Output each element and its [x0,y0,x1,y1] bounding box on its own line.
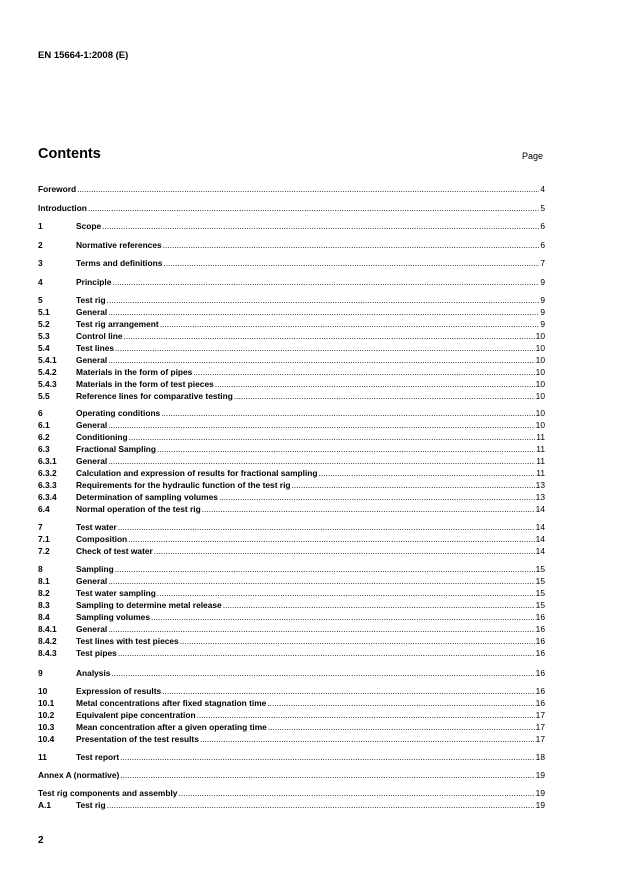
toc-number: 8.4.2 [38,636,57,646]
toc-number: 8.4.3 [38,648,57,658]
toc-label: General [76,576,108,586]
toc-number: 10.4 [38,734,55,744]
toc-entry[interactable] [38,468,545,478]
toc-label: Test water sampling [76,588,156,598]
toc-page: 19 [535,770,545,780]
toc-page: 10 [535,355,545,365]
toc-page: 9 [540,295,545,305]
toc-page: 16 [535,636,545,646]
toc-leader [120,752,535,762]
toc-page: 16 [535,668,545,678]
toc-entry[interactable] [38,788,545,798]
document-header: EN 15664-1:2008 (E) [38,50,129,61]
toc-number: 5.4.2 [38,367,57,377]
toc-leader [154,546,535,556]
toc-page: 13 [535,480,545,490]
toc-entry[interactable] [38,722,545,732]
toc-label: Operating conditions [76,408,161,418]
toc-leader [77,184,539,194]
toc-number: 8.3 [38,600,50,610]
toc-label: Composition [76,534,128,544]
toc-page: 14 [535,546,545,556]
toc-leader [178,788,534,798]
toc-page: 13 [535,492,545,502]
toc-leader [292,480,535,490]
toc-number: 10.3 [38,722,55,732]
toc-number: 9 [38,668,43,678]
toc-number: 8.2 [38,588,50,598]
toc-number: 8.4 [38,612,50,622]
toc-entry[interactable] [38,319,545,329]
toc-entry[interactable] [38,456,545,466]
toc-number: 10.1 [38,698,55,708]
toc-leader [163,240,540,250]
toc-leader [162,686,534,696]
toc-leader [160,319,540,329]
toc-entry[interactable] [38,600,545,610]
toc-entry[interactable] [38,710,545,720]
toc-number: 6.2 [38,432,50,442]
toc-label: General [76,624,108,634]
toc-entry[interactable] [38,355,545,365]
toc-page: 9 [540,277,545,287]
toc-page: 10 [535,408,545,418]
toc-page: 14 [535,534,545,544]
toc-page: 16 [535,612,545,622]
toc-leader [197,710,535,720]
toc-page: 14 [535,504,545,514]
toc-entry[interactable] [38,307,545,317]
toc-label: Requirements for the hydraulic function of the test rig [76,480,291,490]
toc-leader [120,770,534,780]
toc-page: 16 [535,624,545,634]
toc-entry[interactable] [38,432,545,442]
toc-page: 15 [535,576,545,586]
toc-page: 15 [535,588,545,598]
toc-entry[interactable] [38,668,545,678]
toc-number: 5 [38,295,43,305]
toc-page: 15 [535,564,545,574]
toc-leader [215,379,535,389]
toc-page: 15 [535,600,545,610]
toc-number: 5.5 [38,391,50,401]
toc-page: 17 [535,710,545,720]
toc-entry[interactable] [38,752,545,762]
toc-entry[interactable] [38,648,545,658]
toc-entry[interactable] [38,408,545,418]
toc-entry[interactable] [38,492,545,502]
toc-entry[interactable] [38,800,545,810]
toc-entry[interactable] [38,522,545,532]
toc-page: 10 [535,343,545,353]
toc-page: 10 [535,367,545,377]
toc-label: Calculation and expression of results for fractional sampling [76,468,318,478]
toc-entry[interactable] [38,258,545,268]
toc-leader [108,355,534,365]
toc-leader [128,534,534,544]
toc-leader [111,668,534,678]
toc-entry[interactable] [38,295,545,305]
toc-label: Analysis [76,668,111,678]
toc-page: 11 [536,444,545,454]
toc-leader [118,522,535,532]
toc-label: Introduction [38,203,87,213]
toc-leader [234,391,535,401]
page-number: 2 [38,835,44,846]
toc-label: Materials in the form of test pieces [76,379,214,389]
toc-entry[interactable] [38,184,545,194]
toc-leader [108,624,534,634]
toc-label: Test rig [76,800,106,810]
toc-leader [193,367,534,377]
toc-label: Check of test water [76,546,153,556]
toc-number: 5.2 [38,319,50,329]
toc-page: 10 [535,420,545,430]
toc-entry[interactable] [38,240,545,250]
toc-entry[interactable] [38,686,545,696]
toc-page: 18 [535,752,545,762]
toc-page: 10 [535,391,545,401]
toc-number: 6.1 [38,420,50,430]
toc-label: Metal concentrations after fixed stagnation time [76,698,267,708]
toc-page: 6 [540,221,545,231]
page-title: Contents [38,146,101,162]
toc-label: Sampling volumes [76,612,150,622]
toc-number: 8.4.1 [38,624,57,634]
toc-entry[interactable] [38,546,545,556]
toc-entry[interactable] [38,576,545,586]
toc-label: Foreword [38,184,77,194]
toc-page: 4 [540,184,545,194]
toc-label: Test rig [76,295,106,305]
toc-label: Test report [76,752,120,762]
toc-number: 5.4.3 [38,379,57,389]
toc-entry[interactable] [38,331,545,341]
toc-leader [102,221,539,231]
toc-number: 8.1 [38,576,50,586]
toc-page: 10 [535,379,545,389]
toc-label: Test rig arrangement [76,319,159,329]
toc-label: General [76,355,108,365]
toc-label: Sampling to determine metal release [76,600,222,610]
toc-leader [112,277,539,287]
toc-number: 6.3.4 [38,492,57,502]
toc-leader [124,331,535,341]
toc-number: 11 [38,752,47,762]
toc-number: 1 [38,221,43,231]
toc-number: 2 [38,240,43,250]
toc-leader [151,612,535,622]
toc-entry[interactable] [38,588,545,598]
toc-label: Test lines with test pieces [76,636,179,646]
toc-page: 6 [540,240,545,250]
toc-label: Test pipes [76,648,117,658]
toc-number: 5.4.1 [38,355,57,365]
toc-label: Principle [76,277,112,287]
toc-label: Terms and definitions [76,258,163,268]
toc-number: 10.2 [38,710,55,720]
toc-page: 10 [535,331,545,341]
toc-number: A.1 [38,800,52,810]
toc-label: Conditioning [76,432,128,442]
toc-entry[interactable] [38,480,545,490]
toc-entry[interactable] [38,636,545,646]
toc-label: General [76,456,108,466]
toc-label: Expression of results [76,686,162,696]
toc-entry[interactable] [38,734,545,744]
page-column-label: Page [522,151,544,161]
toc-leader [88,203,539,213]
toc-number: 7.1 [38,534,50,544]
toc-label: Mean concentration after a given operating time [76,722,267,732]
toc-leader [107,800,535,810]
toc-page: 17 [535,734,545,744]
toc-entry[interactable] [38,379,545,389]
toc-leader [108,456,535,466]
toc-entry[interactable] [38,698,545,708]
toc-page: 7 [540,258,545,268]
toc-entry[interactable] [38,203,545,213]
toc-page: 16 [535,648,545,658]
toc-number: 3 [38,258,43,268]
toc-number: 5.4 [38,343,50,353]
toc-label: General [76,307,108,317]
toc-page: 19 [535,788,545,798]
toc-entry[interactable] [38,504,545,514]
toc-entry[interactable] [38,391,545,401]
toc-leader [115,343,535,353]
toc-label: Normative references [76,240,162,250]
toc-number: 4 [38,277,43,287]
toc-page: 16 [535,698,545,708]
toc-page: 9 [540,319,545,329]
toc-number: 6.4 [38,504,50,514]
toc-entry[interactable] [38,221,545,231]
toc-leader [219,492,535,502]
toc-label: Reference lines for comparative testing [76,391,233,401]
toc-leader [108,307,539,317]
toc-label: Equivalent pipe concentration [76,710,196,720]
toc-leader [268,722,535,732]
toc-page: 11 [536,456,545,466]
toc-leader [200,734,535,744]
toc-number: 8 [38,564,43,574]
toc-entry[interactable] [38,770,545,780]
toc-leader [129,432,536,442]
toc-label: Sampling [76,564,114,574]
toc-leader [108,576,534,586]
toc-number: 10 [38,686,48,696]
toc-entry[interactable] [38,277,545,287]
toc-number: 6.3.1 [38,456,57,466]
toc-entry[interactable] [38,612,545,622]
toc-page: 9 [540,307,545,317]
toc-entry[interactable] [38,367,545,377]
toc-label: Annex A (normative) [38,770,120,780]
toc-number: 6.3.2 [38,468,57,478]
toc-leader [115,564,535,574]
toc-label: Test lines [76,343,115,353]
toc-label: Test water [76,522,117,532]
toc-entry[interactable] [38,343,545,353]
toc-leader [202,504,535,514]
toc-leader [161,408,534,418]
toc-label: Presentation of the test results [76,734,199,744]
toc-leader [118,648,535,658]
toc-label: Scope [76,221,102,231]
toc-page: 19 [535,800,545,810]
toc-entry[interactable] [38,444,545,454]
toc-leader [157,588,535,598]
toc-leader [157,444,535,454]
toc-page: 11 [536,468,545,478]
toc-number: 7.2 [38,546,50,556]
toc-number: 5.1 [38,307,50,317]
toc-leader [163,258,539,268]
toc-entry[interactable] [38,564,545,574]
toc-label: Test rig components and assembly [38,788,178,798]
toc-page: 14 [535,522,545,532]
toc-leader [180,636,535,646]
toc-label: General [76,420,108,430]
toc-entry[interactable] [38,624,545,634]
toc-leader [223,600,535,610]
toc-number: 6.3.3 [38,480,57,490]
toc-number: 6.3 [38,444,50,454]
toc-page: 17 [535,722,545,732]
toc-page: 5 [540,203,545,213]
toc-leader [108,420,534,430]
toc-page: 11 [536,432,545,442]
toc-leader [319,468,536,478]
toc-leader [107,295,540,305]
toc-entry[interactable] [38,420,545,430]
toc-number: 6 [38,408,43,418]
toc-label: Materials in the form of pipes [76,367,193,377]
toc-label: Determination of sampling volumes [76,492,218,502]
toc-number: 5.3 [38,331,50,341]
toc-number: 7 [38,522,43,532]
toc-leader [267,698,534,708]
toc-entry[interactable] [38,534,545,544]
toc-label: Control line [76,331,123,341]
toc-page: 16 [535,686,545,696]
toc-label: Normal operation of the test rig [76,504,201,514]
toc-label: Fractional Sampling [76,444,157,454]
